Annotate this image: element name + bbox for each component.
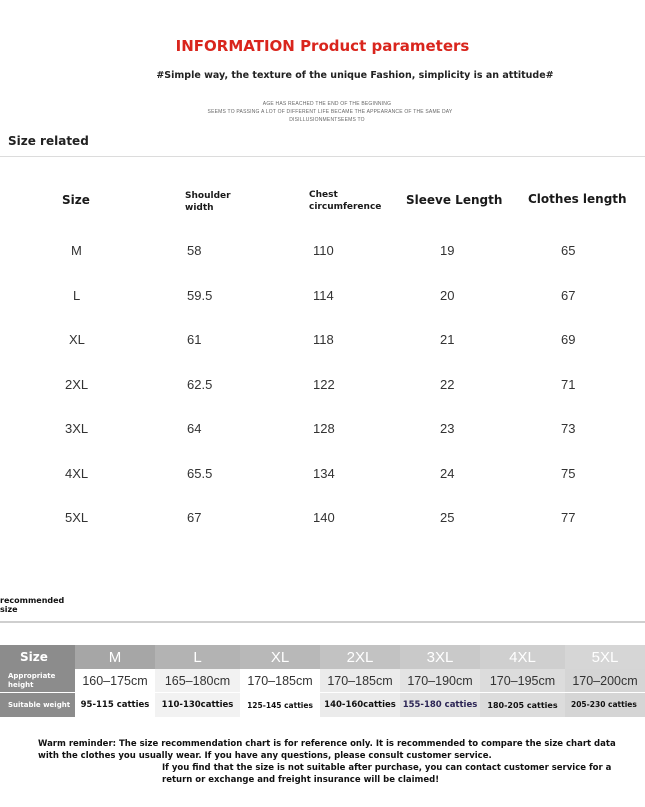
height-cell: 170–195cm	[480, 669, 565, 693]
shoulder-cell: 67	[187, 510, 202, 525]
chest-cell: 110	[313, 243, 334, 258]
col-header-sleeve: Sleeve Length	[406, 193, 503, 207]
height-cell: 170–185cm	[240, 669, 320, 693]
sleeve-cell: 22	[440, 377, 455, 392]
height-cell: 170–185cm	[320, 669, 400, 693]
shoulder-cell: 64	[187, 421, 202, 436]
chest-cell: 140	[313, 510, 335, 525]
sleeve-cell: 19	[440, 243, 455, 258]
size-cell: L	[73, 288, 81, 303]
weight-row	[0, 693, 645, 718]
size-cell: XL	[69, 332, 85, 347]
col-header-shoulder: Shoulder width	[185, 191, 231, 213]
row-label-size: Size	[0, 645, 75, 669]
height-cell: 160–175cm	[75, 669, 155, 693]
height-row	[0, 669, 645, 693]
size-section-heading: Size related	[8, 134, 89, 148]
chest-cell: 122	[313, 377, 335, 392]
length-cell: 67	[561, 288, 576, 303]
recommend-section-heading: recommended size	[0, 596, 65, 614]
size-cell: 2XL	[65, 377, 89, 392]
sleeve-cell: 20	[440, 288, 455, 303]
weight-cell: 155-180 catties	[400, 693, 480, 718]
shoulder-cell: 59.5	[187, 288, 213, 303]
sleeve-cell: 25	[440, 510, 455, 525]
size-header-cell: L	[155, 645, 240, 669]
weight-cell: 95-115 catties	[75, 693, 155, 718]
section-divider	[0, 156, 645, 157]
length-cell: 75	[561, 466, 576, 481]
length-cell: 73	[561, 421, 576, 436]
sleeve-cell: 23	[440, 421, 455, 436]
warm-reminder: Warm reminder: The size recommendation chart is for reference only. It is recommended to compare the size chart data with the clothes you usually wear. If you have any questions, please consult customer service.	[38, 739, 616, 761]
weight-cell: 140-160catties	[320, 693, 400, 718]
return-note: If you find that the size is not suitable after purchase, you can contact customer service for a return or exchange and freight insurance will be claimed!	[162, 763, 612, 785]
shoulder-cell: 62.5	[187, 377, 213, 392]
weight-cell: 110-130catties	[155, 693, 240, 718]
size-header-cell: 4XL	[480, 645, 565, 669]
weight-cell: 125-145 catties	[240, 693, 320, 718]
chest-cell: 118	[313, 332, 334, 347]
size-cell: M	[71, 243, 82, 258]
recommend-table	[0, 645, 645, 718]
col-header-clothes-length: Clothes length	[528, 192, 627, 206]
small-text-line-1: AGE HAS REACHED THE END OF THE BEGINNING	[262, 101, 392, 107]
size-header-cell: 2XL	[320, 645, 400, 669]
weight-cell: 180-205 catties	[480, 693, 565, 718]
tagline: #Simple way, the texture of the unique Fashion, simplicity is an attitude#	[156, 70, 554, 81]
col-header-size: Size	[62, 193, 90, 207]
height-cell: 165–180cm	[155, 669, 240, 693]
shoulder-cell: 65.5	[187, 466, 213, 481]
size-header-cell: 5XL	[565, 645, 645, 669]
length-cell: 69	[561, 332, 576, 347]
size-header-cell: 3XL	[400, 645, 480, 669]
weight-cell: 205-230 catties	[565, 693, 645, 718]
small-text-line-3: DISILLUSIONMENTSEEMS TO	[289, 117, 365, 123]
small-text-line-2: SEEMS TO PASSING A LOT OF DIFFERENT LIFE BECAME THE APPEARANCE OF THE SAME DAY	[207, 109, 453, 115]
sleeve-cell: 21	[440, 332, 455, 347]
size-cell: 4XL	[65, 466, 89, 481]
page-title: INFORMATION Product parameters	[175, 37, 470, 55]
size-cell: 5XL	[65, 510, 89, 525]
sleeve-cell: 24	[440, 466, 455, 481]
size-cell: 3XL	[65, 421, 89, 436]
height-cell: 170–200cm	[565, 669, 645, 693]
length-cell: 65	[561, 243, 576, 258]
size-header-cell: M	[75, 645, 155, 669]
chest-cell: 128	[313, 421, 335, 436]
size-header-cell: XL	[240, 645, 320, 669]
length-cell: 71	[561, 377, 576, 392]
row-label-weight: Suitable weight	[0, 693, 75, 718]
chest-cell: 114	[313, 288, 334, 303]
col-header-chest: Chest circumference	[309, 190, 382, 212]
chest-cell: 134	[313, 466, 335, 481]
length-cell: 77	[561, 510, 576, 525]
section-divider	[0, 621, 645, 623]
recommend-header-row	[0, 645, 645, 669]
shoulder-cell: 61	[187, 332, 202, 347]
shoulder-cell: 58	[187, 243, 202, 258]
height-cell: 170–190cm	[400, 669, 480, 693]
row-label-height: Appropriate height	[0, 669, 75, 693]
